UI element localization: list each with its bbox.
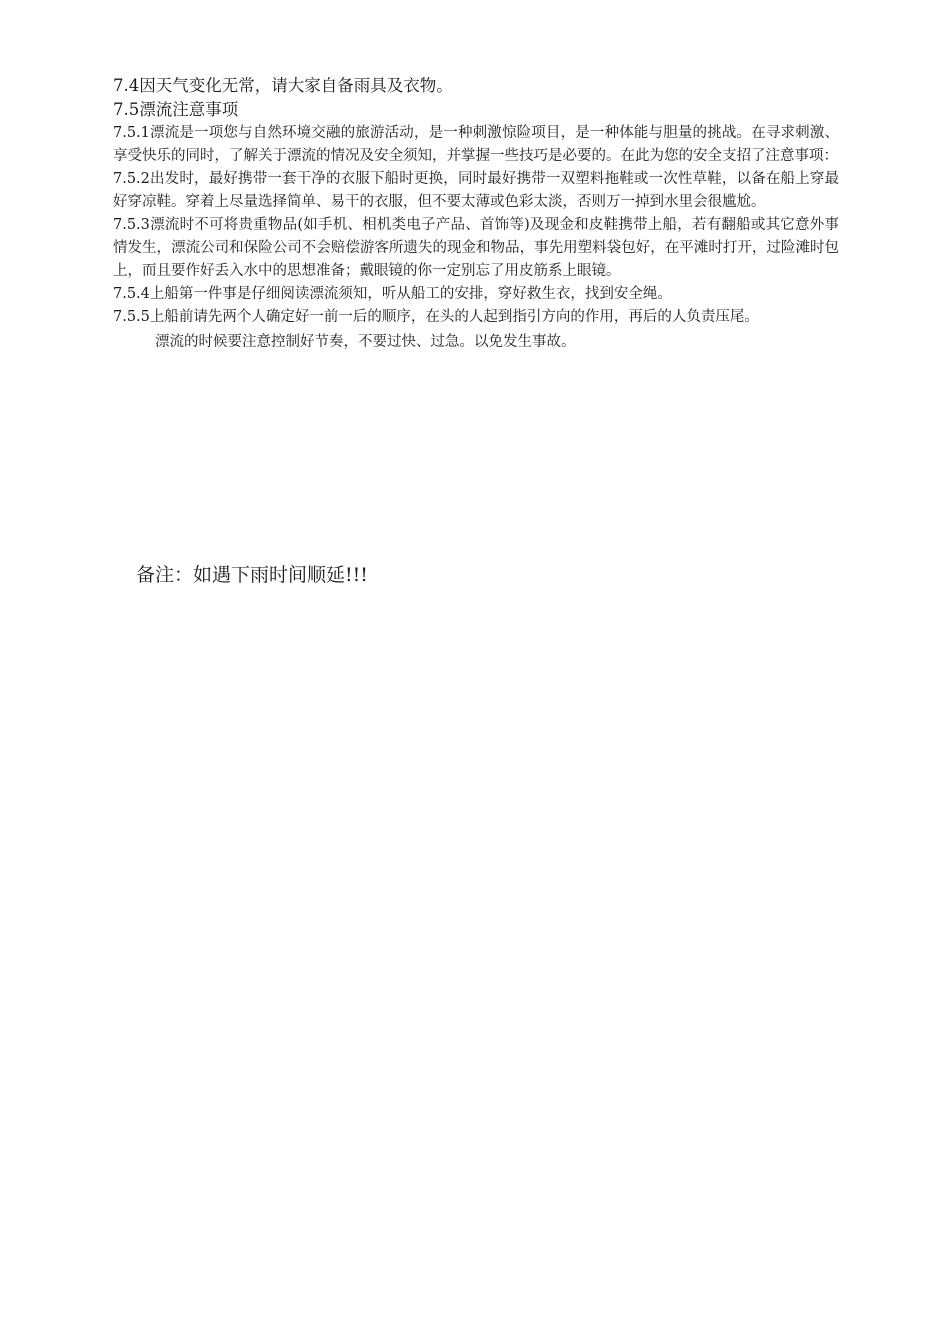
paragraph-7-5-5: 7.5.5上船前请先两个人确定好一前一后的顺序，在头的人起到指引方向的作用，再后的人负责压尾。	[113, 309, 759, 325]
document-body	[113, 74, 839, 354]
paragraph-7-5-1: 7.5.1漂流是一项您与自然环境交融的旅游活动，是一种刺激惊险项目，是一种体能与胆量的挑战。在寻求刺激、享受快乐的同时，了解关于漂流的情况及安全须知，并掌握一些技巧是必要的。在此为您的安全支招了注意事项：	[113, 125, 839, 164]
paragraph-7-5-2: 7.5.2出发时，最好携带一套干净的衣服下船时更换，同时最好携带一双塑料拖鞋或一次性草鞋，以备在船上穿最好穿凉鞋。穿着上尽量选择简单、易干的衣服，但不要太薄或色彩太淡，否则万一掉到水里会很尴尬。	[113, 171, 839, 210]
paragraph-7-5-3: 7.5.3漂流时不可将贵重物品(如手机、相机类电子产品、首饰等)及现金和皮鞋携带上船，若有翻船或其它意外事情发生，漂流公司和保险公司不会赔偿游客所遗失的现金和物品，事先用塑料袋包好，在平滩时打开，过险滩时包上，而且要作好丢入水中的思想准备；戴眼镜的你一定别忘了用皮筋系上眼镜。	[113, 217, 839, 279]
paragraph-7-5-4: 7.5.4上船第一件事是仔细阅读漂流须知，听从船工的安排，穿好救生衣，找到安全绳。	[113, 286, 672, 302]
heading-7-5: 7.5漂流注意事项	[113, 100, 239, 119]
remark-note: 备注：如遇下雨时间顺延!!!	[136, 564, 368, 586]
closing-note: 漂流的时候要注意控制好节奏，不要过快、过急。以免发生事故。	[155, 334, 576, 350]
heading-7-4: 7.4因天气变化无常，请大家自备雨具及衣物。	[113, 76, 453, 95]
